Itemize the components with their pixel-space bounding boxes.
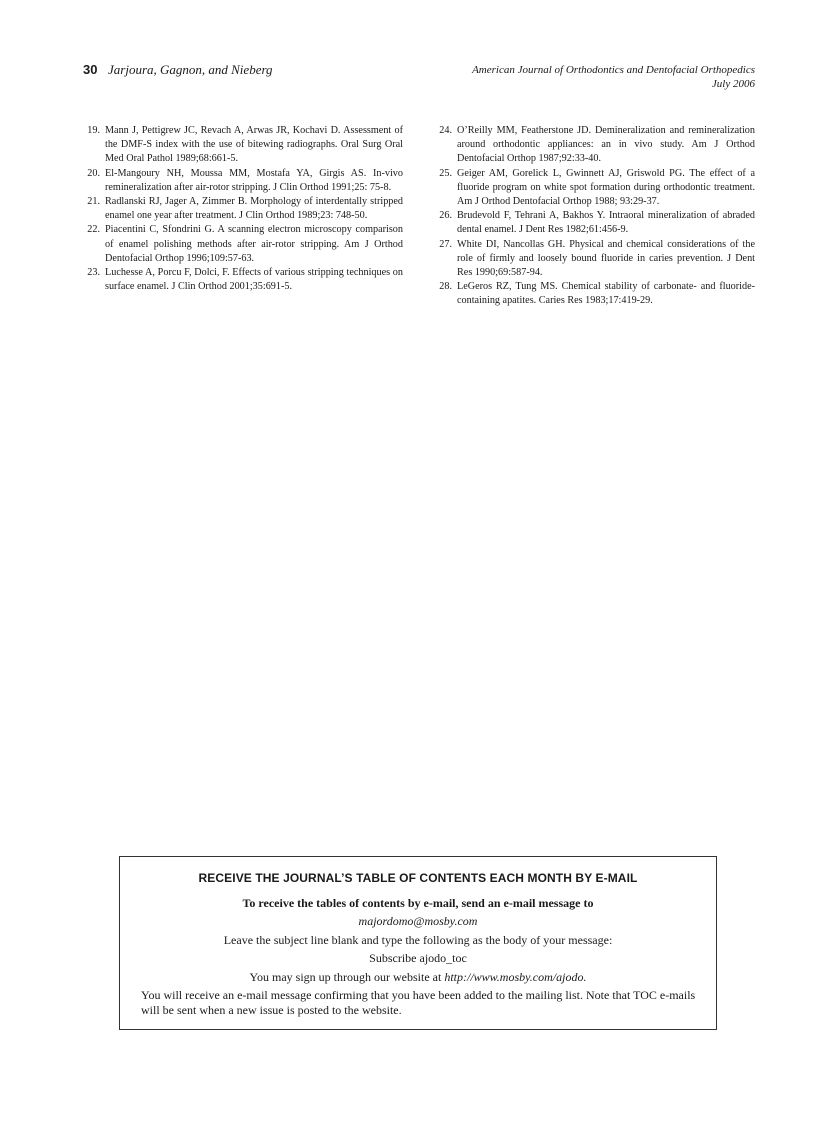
website-signup-line: [120, 970, 716, 985]
reference-number: 28.: [439, 281, 452, 293]
reference-text: Brudevold F, Tehrani A, Bakhos Y. Intraoral mineralization of abraded dental enamel. J Dent Res 1982;61:456-9.: [457, 210, 755, 236]
reference-text: El-Mangoury NH, Moussa MM, Mostafa YA, Girgis AS. In-vivo remineralization after air-rotor stripping. J Clin Orthod 1991;25: 75-8.: [105, 167, 403, 193]
reference-number: 27.: [439, 238, 452, 250]
journal-info: [472, 64, 755, 91]
reference-number: 24.: [439, 125, 452, 136]
reference-item: [81, 167, 403, 195]
toc-box-title: RECEIVE THE JOURNAL’S TABLE OF CONTENTS EACH MONTH BY E-MAIL: [198, 871, 638, 885]
reference-item: [433, 280, 755, 308]
reference-text: Luchesse A, Porcu F, Dolci, F. Effects of various stripping techniques on surface enamel. J Clin Orthod 2001;35:691-5.: [105, 267, 403, 293]
website-prefix: You may sign up through our website at: [249, 970, 445, 984]
reference-item: [433, 124, 755, 167]
reference-item: [81, 195, 403, 223]
reference-item: [81, 223, 403, 266]
reference-item: [433, 167, 755, 210]
page-number: 30: [83, 62, 98, 77]
reference-item: [81, 266, 403, 294]
subject-line-note: Leave the subject line blank and type the following as the body of your message:: [223, 933, 613, 947]
issue-date: July 2006: [711, 77, 755, 90]
running-authors: Jarjoura, Gagnon, and Nieberg: [108, 62, 273, 77]
references-left-column: [81, 124, 403, 294]
reference-text: Piacentini C, Sfondrini G. A scanning electron microscopy comparison of enamel polishing methods after air-rotor stripping. Am J Orthod Dentofacial Orthop 1996;109:57-63.: [105, 224, 403, 264]
reference-number: 20.: [87, 167, 100, 179]
journal-title: American Journal of Orthodontics and Dentofacial Orthopedics: [472, 64, 755, 76]
toc-instruction: To receive the tables of contents by e-mail, send an e-mail message to: [242, 896, 594, 910]
reference-number: 22.: [87, 224, 100, 236]
reference-number: 21.: [87, 196, 100, 208]
reference-number: 19.: [87, 125, 100, 136]
references-right-column: [433, 124, 755, 309]
reference-text: O’Reilly MM, Featherstone JD. Demineralization and remineralization around orthodontic appliances: an in vivo study. Am J Orthod Dentofacial Orthop 1987;92:33-40.: [457, 125, 755, 165]
running-header: [83, 61, 755, 97]
reference-text: Geiger AM, Gorelick L, Gwinnett AJ, Griswold PG. The effect of a fluoride program on white spot formation during orthodontic treatment. Am J Orthod Dentofacial Orthop 1988; 93:29-37.: [457, 167, 755, 208]
reference-number: 23.: [87, 267, 100, 279]
reference-text: Radlanski RJ, Jager A, Zimmer B. Morphology of interdentally stripped enamel one year after treatment. J Clin Orthod 1989;23: 748-50.: [105, 196, 403, 222]
reference-item: [81, 124, 403, 167]
reference-item: [433, 209, 755, 237]
confirmation-note: You will receive an e-mail message confirming that you have been added to the mailing list. Note that TOC e-mails will be sent when a new issue is posted to the website.: [141, 988, 696, 1017]
website-link[interactable]: http://www.mosby.com/ajodo.: [444, 970, 587, 984]
reference-number: 26.: [439, 210, 452, 222]
subscribe-command: Subscribe ajodo_toc: [369, 951, 467, 965]
reference-text: LeGeros RZ, Tung MS. Chemical stability of carbonate- and fluoride-containing apatites. Caries Res 1983;17:419-29.: [457, 281, 755, 307]
reference-text: White DI, Nancollas GH. Physical and chemical considerations of the role of firmly and loosely bound fluoride in caries prevention. J Dent Res 1990;69:587-94.: [457, 238, 755, 279]
subscription-email: majordomo@mosby.com: [358, 914, 478, 928]
toc-subscription-box: [119, 856, 717, 1030]
reference-item: [433, 238, 755, 281]
reference-text: Mann J, Pettigrew JC, Revach A, Arwas JR, Kochavi D. Assessment of the DMF-S index with the use of bitewing radiographs. Oral Surg Oral Med Oral Pathol 1989;68:661-5.: [105, 125, 403, 165]
reference-number: 25.: [439, 167, 452, 179]
